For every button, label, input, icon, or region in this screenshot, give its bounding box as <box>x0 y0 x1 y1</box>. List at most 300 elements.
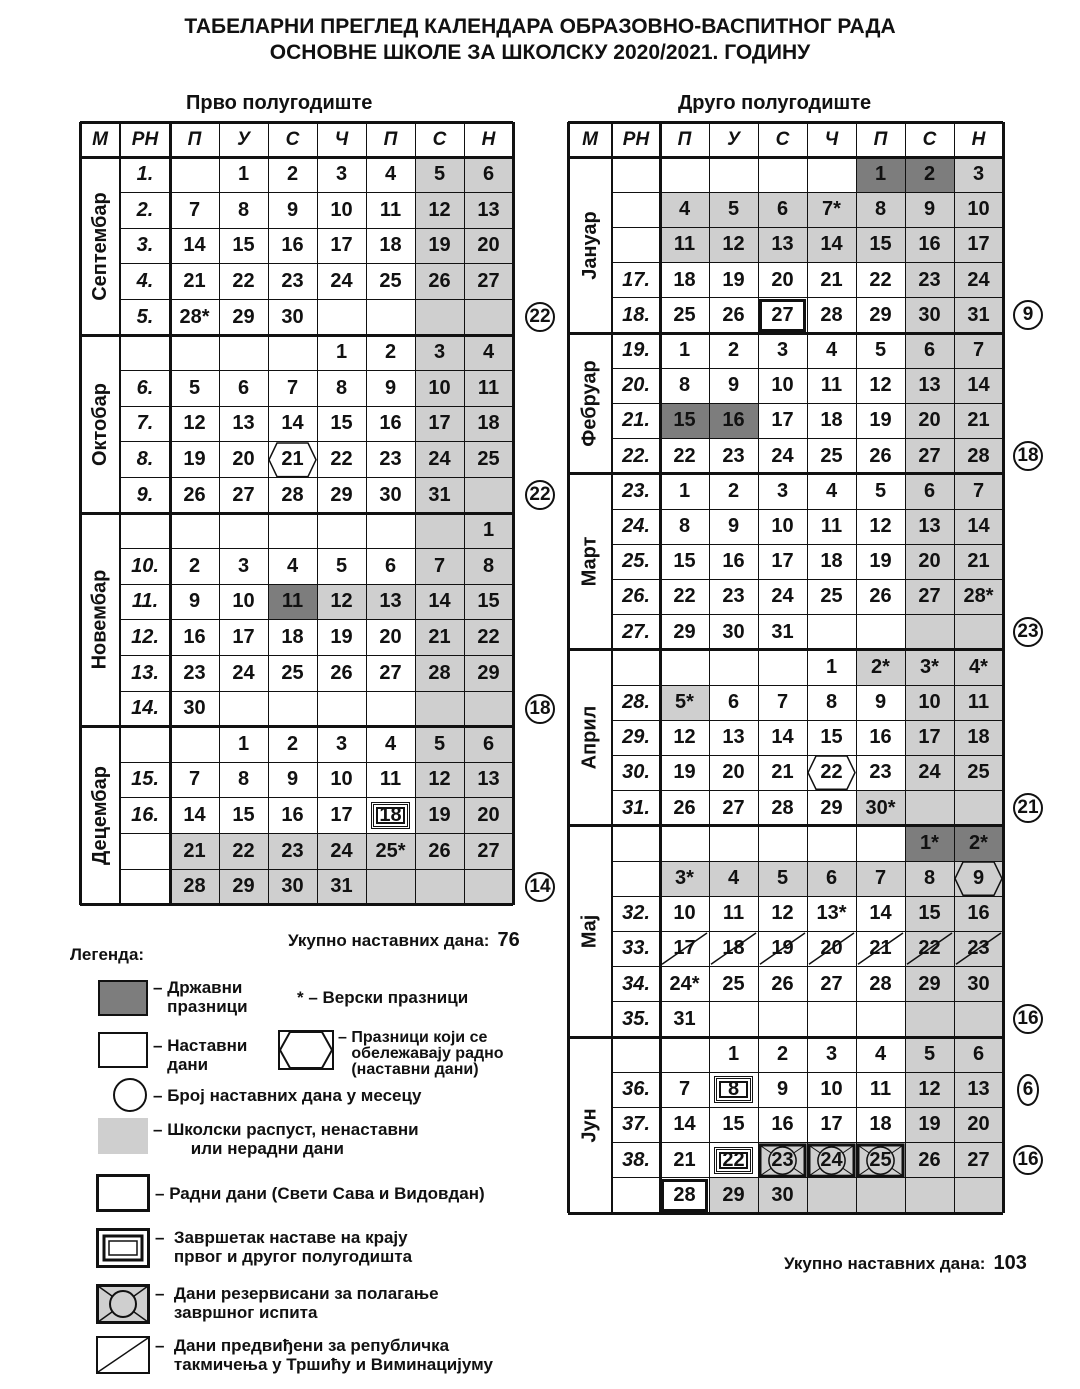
week-number: 6. <box>136 376 154 399</box>
day-cell <box>268 691 317 727</box>
day-cell <box>758 227 807 262</box>
legend-workday-line2: дани <box>167 1055 209 1074</box>
grid-line <box>80 512 513 515</box>
day-number: 17 <box>918 726 941 749</box>
day-cell <box>856 263 905 298</box>
grid-line <box>612 755 1003 756</box>
day-cell <box>366 264 415 300</box>
day-cell <box>954 1037 1003 1072</box>
grid-line <box>317 122 318 905</box>
grid-line <box>464 122 465 905</box>
day-number: 27 <box>379 661 402 684</box>
day-cell <box>856 685 905 720</box>
day-cell <box>317 798 366 834</box>
header-cell: П <box>873 128 888 150</box>
day-number: 28 <box>673 1183 696 1206</box>
day-cell <box>268 549 317 585</box>
month-name: Јануар <box>578 210 601 280</box>
day-cell <box>366 442 415 478</box>
day-cell <box>464 584 513 620</box>
day-cell <box>709 544 758 579</box>
grid-line <box>612 685 1003 686</box>
grid-line <box>568 1036 1003 1039</box>
legend-exam-line2: завршног испита <box>173 1303 318 1322</box>
day-cell <box>660 755 709 790</box>
day-cell <box>464 513 513 549</box>
month-label <box>80 727 120 905</box>
day-number: 2* <box>871 655 890 678</box>
page-title-line1: ТАБЕЛАРНИ ПРЕГЛЕД КАЛЕНДАРА ОБРАЗОВНО-ВАСПИТНОГ РАДА <box>184 15 896 38</box>
day-cell <box>219 193 268 229</box>
grid-line <box>567 122 570 1213</box>
day-cell <box>709 579 758 614</box>
first-total-value: 76 <box>497 929 520 951</box>
grid-line <box>612 403 1003 404</box>
day-number: 9 <box>188 590 201 613</box>
day-cell <box>856 650 905 685</box>
day-number: 5* <box>675 691 694 714</box>
day-number: 29 <box>330 483 353 506</box>
day-cell <box>856 439 905 474</box>
week-number <box>612 650 660 685</box>
month-day-count: 16 <box>1013 1004 1043 1034</box>
day-cell <box>464 299 513 335</box>
month-label <box>568 1037 612 1213</box>
day-cell <box>219 513 268 549</box>
day-cell <box>807 333 856 368</box>
legend-workday-line1: Наставни <box>167 1036 248 1055</box>
month-label <box>80 157 120 335</box>
week-number: 22. <box>622 444 650 467</box>
legend-working: – Радни дани (Свети Сава и Видовдан) <box>155 1184 485 1203</box>
day-number: 7* <box>822 198 841 221</box>
week-number: 9. <box>136 483 154 506</box>
day-cell <box>954 1178 1003 1213</box>
day-number: 15 <box>918 902 941 925</box>
day-cell <box>954 1002 1003 1037</box>
day-number: 22 <box>673 444 696 467</box>
grid-line <box>612 579 1003 580</box>
month-label <box>568 157 612 333</box>
day-cell <box>660 544 709 579</box>
day-cell <box>219 727 268 763</box>
grid-line <box>612 1001 1003 1002</box>
day-number: 12 <box>673 726 696 749</box>
day-number: 10 <box>918 691 941 714</box>
day-cell <box>807 1002 856 1037</box>
grid-line <box>612 966 1003 967</box>
day-cell <box>464 762 513 798</box>
day-number: 24 <box>967 268 990 291</box>
week-number: 18. <box>622 303 650 326</box>
day-number: 26 <box>428 270 451 293</box>
day-cell <box>219 264 268 300</box>
day-cell <box>415 371 464 407</box>
day-cell <box>954 826 1003 861</box>
day-number: 9 <box>727 515 740 538</box>
day-cell <box>464 157 513 193</box>
week-number <box>120 335 170 371</box>
day-cell <box>905 157 954 192</box>
day-number: 29 <box>673 620 696 643</box>
day-cell <box>758 791 807 826</box>
day-number: 8 <box>727 1078 740 1101</box>
day-cell <box>660 720 709 755</box>
day-cell <box>856 1178 905 1213</box>
day-number: 1 <box>825 655 838 678</box>
week-number <box>612 1178 660 1213</box>
grid-line <box>612 1107 1003 1108</box>
day-number: 27 <box>918 444 941 467</box>
day-number: 20 <box>379 626 402 649</box>
day-number: 7 <box>972 339 985 362</box>
day-number: 20 <box>820 937 843 960</box>
header-cell: Ч <box>824 128 839 150</box>
grid-line <box>954 122 955 1213</box>
day-cell <box>660 227 709 262</box>
day-number: 17 <box>771 550 794 573</box>
day-cell <box>856 403 905 438</box>
day-number: 1* <box>920 831 939 854</box>
day-cell <box>807 615 856 650</box>
day-number: 17 <box>771 409 794 432</box>
day-cell <box>905 227 954 262</box>
day-cell <box>660 791 709 826</box>
day-number: 5 <box>874 479 887 502</box>
day-cell <box>758 1143 807 1178</box>
day-cell <box>758 474 807 509</box>
legend-marked-line2: обележавају радно <box>351 1045 504 1062</box>
day-cell <box>758 509 807 544</box>
day-cell <box>954 931 1003 966</box>
day-cell <box>660 579 709 614</box>
day-cell <box>464 727 513 763</box>
day-cell <box>807 826 856 861</box>
day-number: 16 <box>379 412 402 435</box>
day-cell <box>807 1143 856 1178</box>
day-number: 22 <box>918 937 941 960</box>
day-number: 8 <box>335 376 348 399</box>
day-number: 22 <box>477 626 500 649</box>
day-cell <box>709 157 758 192</box>
day-cell <box>219 762 268 798</box>
day-cell <box>758 333 807 368</box>
day-cell <box>660 1002 709 1037</box>
day-cell <box>856 544 905 579</box>
day-cell <box>807 579 856 614</box>
day-number: 8 <box>678 515 691 538</box>
day-cell <box>219 157 268 193</box>
legend-count-text: Број наставних дана у месецу <box>167 1086 422 1105</box>
legend-competition-line1: Дани предвиђени за републичка <box>173 1336 450 1355</box>
day-number: 23 <box>379 448 402 471</box>
day-number: 28 <box>820 303 843 326</box>
day-cell <box>366 335 415 371</box>
day-number: 25* <box>375 839 406 862</box>
day-number: 12 <box>918 1078 941 1101</box>
legend-holiday-line2: празници <box>167 997 248 1016</box>
legend-marked-line3: (наставни дани) <box>351 1061 479 1078</box>
day-cell <box>807 298 856 333</box>
day-cell <box>758 685 807 720</box>
day-cell <box>464 869 513 905</box>
day-number: 18 <box>967 726 990 749</box>
day-cell <box>317 406 366 442</box>
week-number: 35. <box>622 1007 650 1030</box>
day-cell <box>954 615 1003 650</box>
day-cell <box>170 798 219 834</box>
day-number: 26 <box>771 972 794 995</box>
day-cell <box>758 967 807 1002</box>
day-number: 30 <box>379 483 402 506</box>
day-cell <box>170 264 219 300</box>
day-number: 25 <box>820 585 843 608</box>
day-cell <box>170 442 219 478</box>
day-number: 16 <box>771 1113 794 1136</box>
day-cell <box>660 509 709 544</box>
grid-line <box>612 614 1003 615</box>
month-name: Март <box>578 536 601 587</box>
day-cell <box>219 335 268 371</box>
day-number: 18 <box>477 412 500 435</box>
day-cell <box>954 403 1003 438</box>
day-number: 1 <box>678 479 691 502</box>
week-number: 36. <box>622 1078 650 1101</box>
day-cell <box>464 620 513 656</box>
day-cell <box>905 720 954 755</box>
day-cell <box>856 931 905 966</box>
day-cell <box>905 967 954 1002</box>
day-number: 21 <box>967 409 990 432</box>
day-cell <box>660 333 709 368</box>
day-number: 6 <box>776 198 789 221</box>
day-cell <box>366 477 415 513</box>
day-number: 3* <box>675 867 694 890</box>
day-number: 15 <box>232 234 255 257</box>
day-number: 11 <box>722 902 745 925</box>
month-label <box>568 826 612 1037</box>
grid-line <box>568 824 1003 827</box>
day-cell <box>317 335 366 371</box>
week-number: 37. <box>622 1113 650 1136</box>
day-cell <box>366 406 415 442</box>
grid-line <box>612 509 1003 510</box>
day-cell <box>807 403 856 438</box>
legend-workday-swatch <box>98 1032 148 1068</box>
day-number: 20 <box>967 1113 990 1136</box>
day-number: 19 <box>428 804 451 827</box>
legend-marked-swatch <box>278 1030 334 1070</box>
legend-working-text: Радни дани (Свети Сава и Видовдан) <box>169 1184 485 1203</box>
day-number: 26 <box>869 585 892 608</box>
legend-end-swatch <box>96 1228 150 1268</box>
day-number: 30 <box>281 875 304 898</box>
day-cell <box>758 157 807 192</box>
day-cell <box>758 439 807 474</box>
day-number: 22 <box>232 839 255 862</box>
day-cell <box>758 368 807 403</box>
grid-line <box>758 122 759 1213</box>
day-cell <box>807 544 856 579</box>
month-day-count: 22 <box>525 302 555 332</box>
day-cell <box>807 755 856 790</box>
day-cell <box>660 1178 709 1213</box>
legend-exam-line1: Дани резервисани за полагање <box>173 1284 439 1303</box>
day-number: 8 <box>874 198 887 221</box>
month-name: Мај <box>578 914 601 949</box>
day-number: 9 <box>972 867 985 890</box>
legend-end-line2: првог и другог полугодишта <box>173 1247 413 1266</box>
day-cell <box>660 263 709 298</box>
day-number: 22 <box>330 448 353 471</box>
day-cell <box>317 513 366 549</box>
day-number: 27 <box>820 972 843 995</box>
legend-end-line1: Завршетак наставе на крају <box>173 1228 408 1247</box>
week-number: 17. <box>622 268 650 291</box>
day-number: 7 <box>433 554 446 577</box>
day-number: 3* <box>920 655 939 678</box>
month-name: Септембар <box>88 191 111 301</box>
day-number: 22 <box>232 270 255 293</box>
day-number: 15 <box>477 590 500 613</box>
day-number: 20 <box>232 448 255 471</box>
grid-line <box>169 122 172 905</box>
day-cell <box>954 509 1003 544</box>
week-number: 3. <box>136 234 154 257</box>
day-cell <box>660 157 709 192</box>
day-number: 31 <box>967 303 990 326</box>
day-cell <box>219 655 268 691</box>
day-cell <box>366 762 415 798</box>
day-number: 19 <box>771 937 794 960</box>
day-number: 13 <box>379 590 402 613</box>
day-cell <box>170 620 219 656</box>
day-cell <box>856 298 905 333</box>
day-cell <box>709 333 758 368</box>
day-number: 29 <box>820 796 843 819</box>
legend-holiday-line1: Државни <box>167 978 243 997</box>
month-label <box>568 650 612 826</box>
day-cell <box>856 1002 905 1037</box>
grid-line <box>612 1177 1003 1178</box>
day-cell <box>366 193 415 229</box>
day-cell <box>268 833 317 869</box>
day-number: 29 <box>918 972 941 995</box>
day-number: 28 <box>869 972 892 995</box>
grid-line <box>612 368 1003 369</box>
day-number: 10 <box>673 902 696 925</box>
day-cell <box>317 193 366 229</box>
day-number: 20 <box>477 234 500 257</box>
day-number: 3 <box>972 163 985 186</box>
day-number: 10 <box>771 515 794 538</box>
day-number: 4 <box>482 341 495 364</box>
day-number: 25 <box>379 270 402 293</box>
day-number: 21 <box>281 448 304 471</box>
month-name: Децембар <box>88 766 111 866</box>
day-number: 5 <box>727 198 740 221</box>
day-cell <box>464 477 513 513</box>
day-number: 2* <box>969 831 988 854</box>
day-cell <box>366 620 415 656</box>
day-number: 14 <box>967 374 990 397</box>
day-number: 11 <box>820 374 843 397</box>
day-cell <box>268 655 317 691</box>
day-number: 15 <box>330 412 353 435</box>
day-number: 27 <box>967 1148 990 1171</box>
day-number: 18 <box>673 268 696 291</box>
header-cell: У <box>727 128 740 150</box>
day-cell <box>660 1143 709 1178</box>
legend-title: Легенда: <box>70 945 145 964</box>
day-cell <box>709 1072 758 1107</box>
day-number: 5 <box>335 554 348 577</box>
day-number: 4 <box>727 867 740 890</box>
week-number <box>612 227 660 262</box>
day-number: 9 <box>286 198 299 221</box>
day-number: 27 <box>918 585 941 608</box>
day-number: 14 <box>281 412 304 435</box>
grid-line <box>856 122 857 1213</box>
day-cell <box>807 227 856 262</box>
grid-line <box>512 122 515 905</box>
week-number <box>612 192 660 227</box>
day-cell <box>219 620 268 656</box>
day-cell <box>807 1178 856 1213</box>
day-number: 30 <box>771 1183 794 1206</box>
day-cell <box>905 544 954 579</box>
day-cell <box>905 298 954 333</box>
day-cell <box>758 720 807 755</box>
day-cell <box>660 192 709 227</box>
day-cell <box>415 584 464 620</box>
day-number: 5 <box>923 1043 936 1066</box>
day-cell <box>317 691 366 727</box>
grid-line <box>268 122 269 905</box>
day-cell <box>268 371 317 407</box>
day-cell <box>660 861 709 896</box>
day-cell <box>415 264 464 300</box>
day-number: 10 <box>330 198 353 221</box>
legend-working-swatch <box>96 1174 150 1212</box>
day-cell <box>954 333 1003 368</box>
day-cell <box>856 1037 905 1072</box>
day-cell <box>170 549 219 585</box>
day-number: 19 <box>722 268 745 291</box>
day-cell <box>758 544 807 579</box>
day-cell <box>268 193 317 229</box>
day-number: 16 <box>967 902 990 925</box>
day-cell <box>856 192 905 227</box>
week-number: 2. <box>136 198 154 221</box>
day-number: 23 <box>281 270 304 293</box>
day-cell <box>758 826 807 861</box>
day-number: 10 <box>232 590 255 613</box>
week-number <box>120 727 170 763</box>
day-number: 27 <box>477 839 500 862</box>
day-number: 1 <box>678 339 691 362</box>
day-cell <box>268 477 317 513</box>
day-cell <box>807 157 856 192</box>
day-cell <box>807 685 856 720</box>
day-cell <box>856 1143 905 1178</box>
day-cell <box>660 1072 709 1107</box>
day-number: 11 <box>477 376 500 399</box>
day-number: 4* <box>969 655 988 678</box>
day-number: 24 <box>771 444 794 467</box>
day-cell <box>464 691 513 727</box>
month-name: Април <box>578 705 601 770</box>
